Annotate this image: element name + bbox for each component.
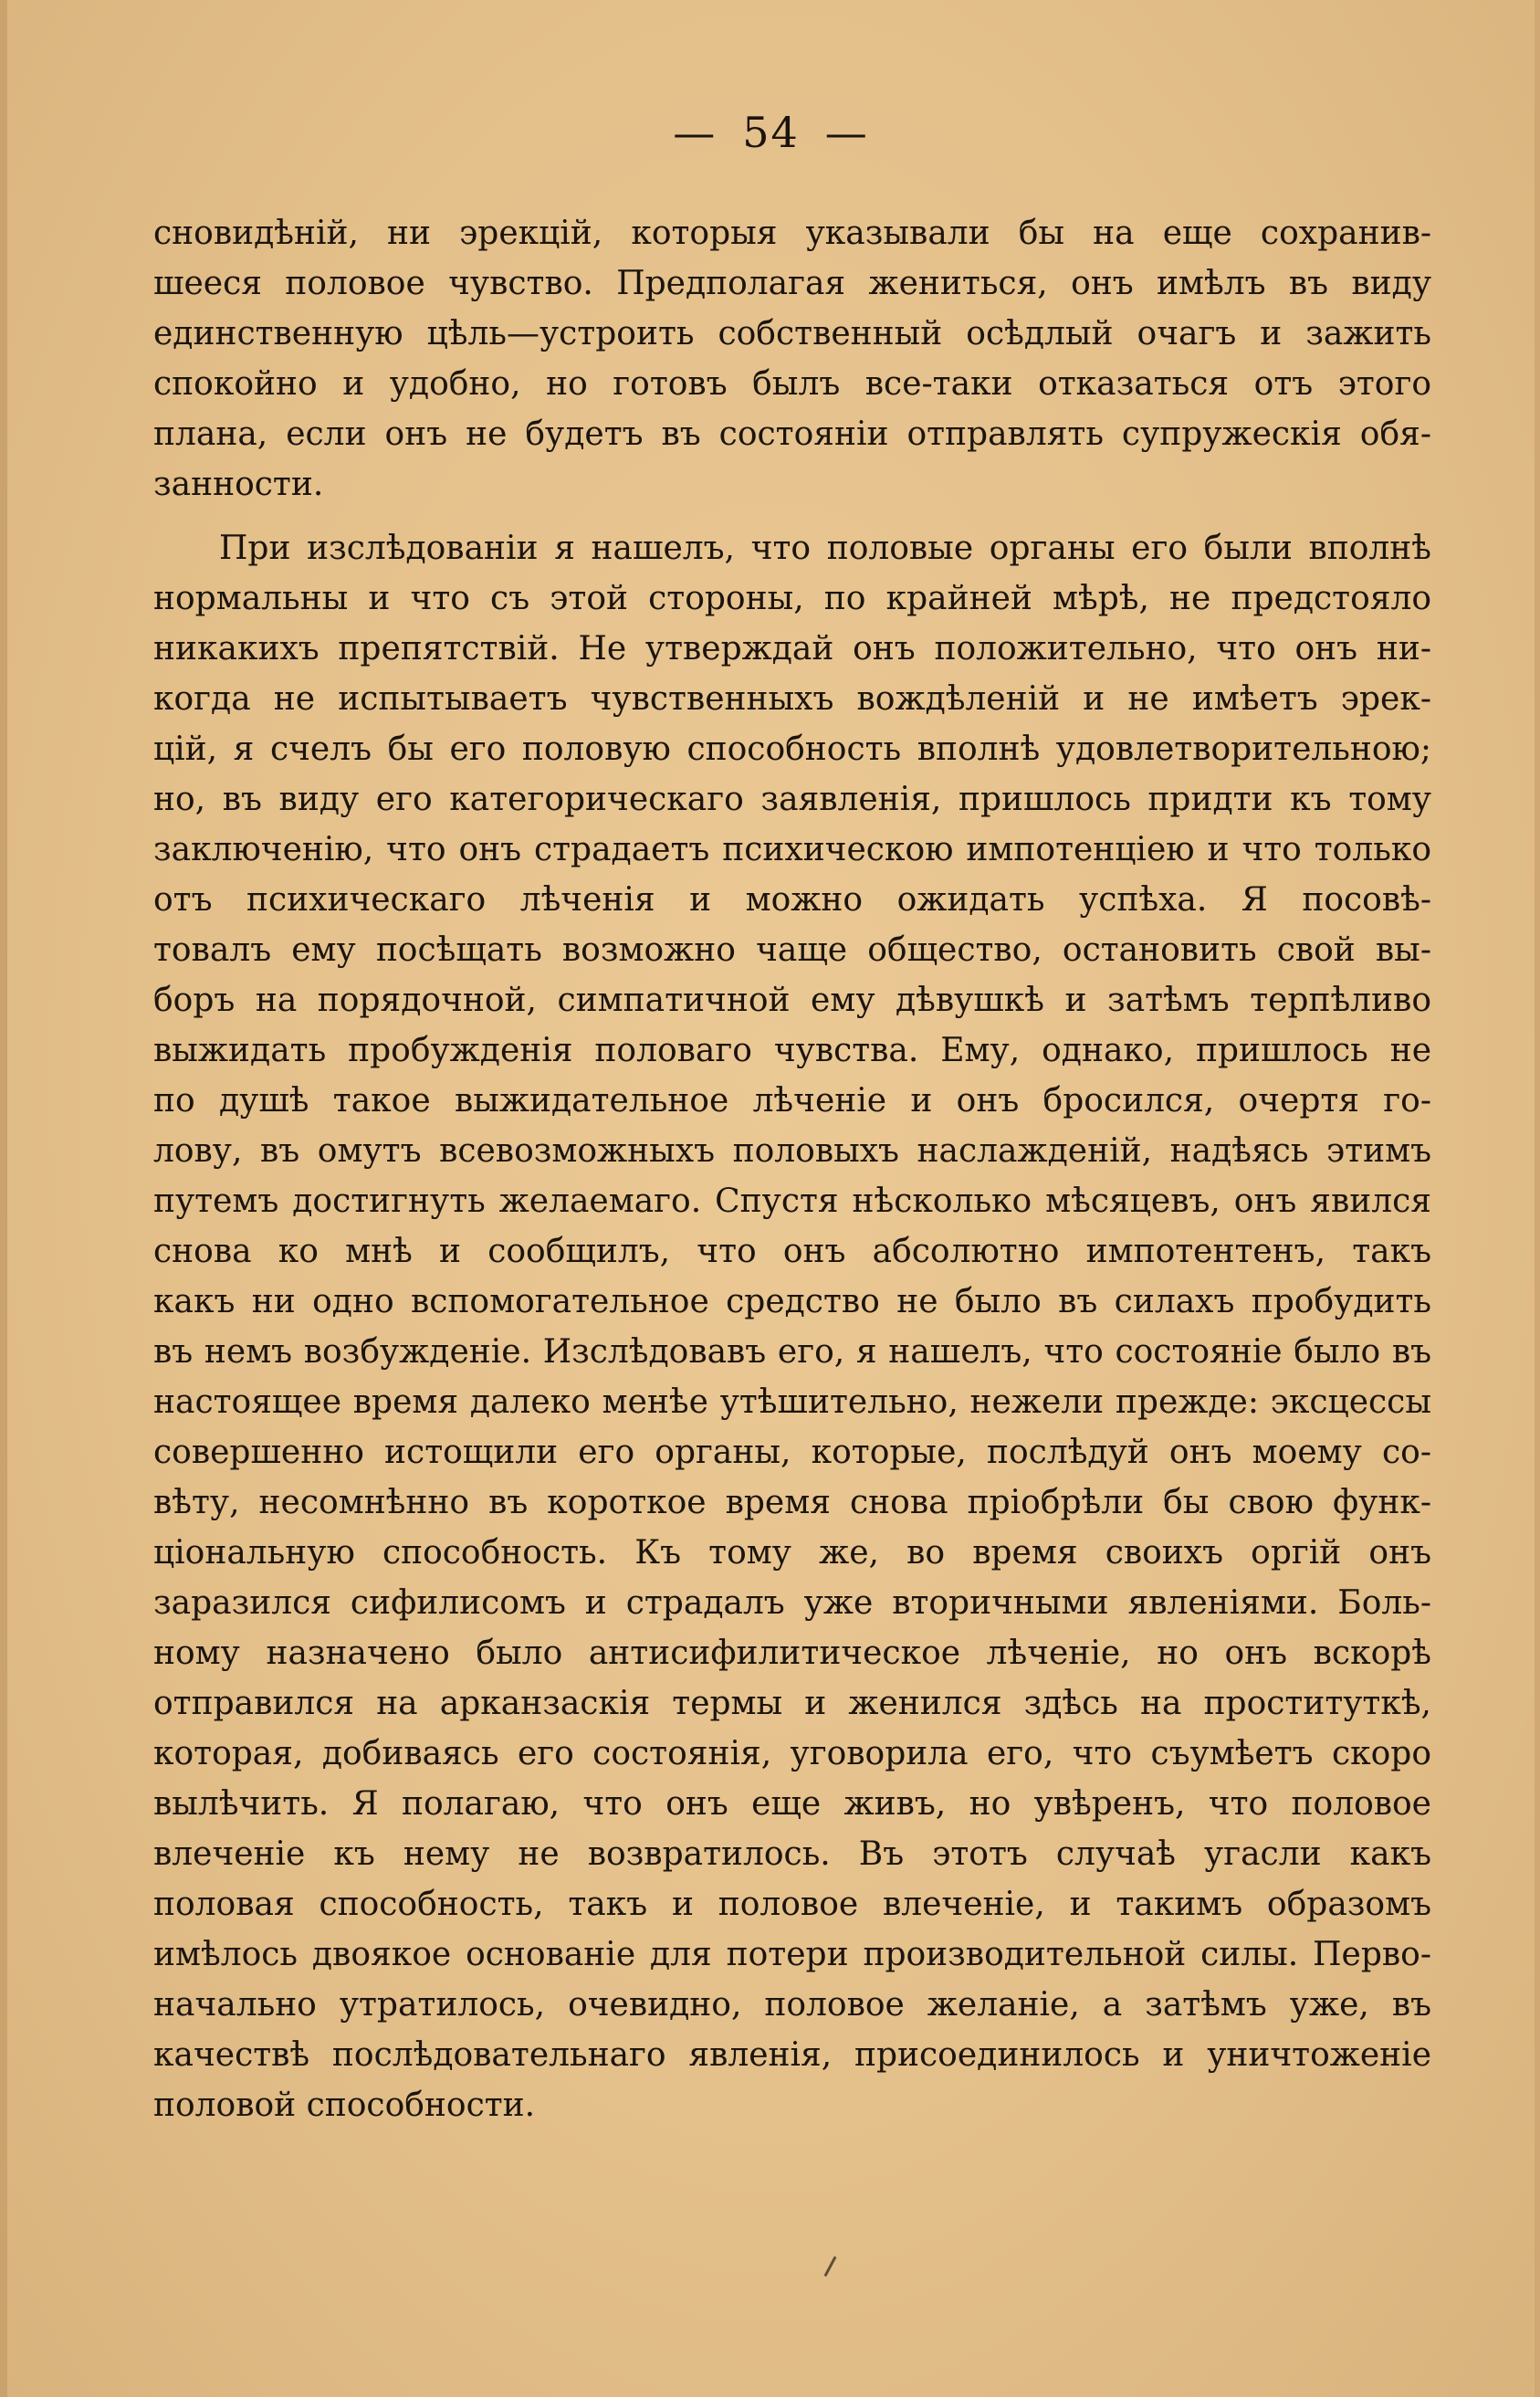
text-line: но, въ виду его категорическаго заявленія, пришлось придти къ тому <box>153 781 1431 818</box>
text-line: товалъ ему посѣщать возможно чаще общество, остановить свой вы- <box>153 931 1431 969</box>
text-line: выжидать пробужденія половаго чувства. Ему, однако, пришлось не <box>153 1032 1431 1069</box>
text-line: когда не испытываетъ чувственныхъ вождѣленій и не имѣетъ эрек- <box>153 680 1431 718</box>
page-number <box>7 108 1535 157</box>
text-line: сновидѣній, ни эрекцій, которыя указывали бы на еще сохранив- <box>153 215 1431 252</box>
text-line: какъ ни одно вспомогательное средство не было въ силахъ пробудить <box>153 1283 1431 1320</box>
page-number-dash-left: — <box>673 108 718 157</box>
text-line: половой способности. <box>153 2087 536 2124</box>
text-line: качествѣ послѣдовательнаго явленія, присоединилось и уничтоженіе <box>153 2036 1431 2074</box>
text-line: вѣту, несомнѣнно въ короткое время снова пріобрѣли бы свою функ- <box>153 1484 1431 1521</box>
text-line: начально утратилось, очевидно, половое желаніе, а затѣмъ уже, въ <box>153 1986 1431 2024</box>
text-line: спокойно и удобно, но готовъ былъ все-таки отказаться отъ этого <box>153 365 1431 403</box>
page-number-value: 54 <box>742 108 800 157</box>
text-line: занности. <box>153 466 324 503</box>
text-line: половая способность, такъ и половое влеченіе, и такимъ образомъ <box>153 1886 1431 1923</box>
text-line: ціональную способность. Къ тому же, во время своихъ оргій онъ <box>153 1534 1431 1572</box>
text-line: При изслѣдованіи я нашелъ, что половые органы его были вполнѣ <box>219 530 1431 567</box>
text-line: цій, я счелъ бы его половую способность вполнѣ удовлетворительною; <box>153 731 1431 768</box>
text-line: боръ на порядочной, симпатичной ему дѣвушкѣ и затѣмъ терпѣливо <box>153 982 1431 1019</box>
text-line: ному назначено было антисифилитическое лѣченіе, но онъ вскорѣ <box>153 1635 1431 1672</box>
text-line: лову, въ омутъ всевозможныхъ половыхъ наслажденій, надѣясь этимъ <box>153 1132 1431 1170</box>
ink-mark <box>824 2256 837 2277</box>
paragraph <box>153 208 1431 510</box>
paragraph <box>153 523 1431 2130</box>
text-line: отправился на арканзаскія термы и женился здѣсь на проституткѣ, <box>153 1685 1431 1722</box>
text-line: шееся половое чувство. Предполагая жениться, онъ имѣлъ въ виду <box>153 265 1431 302</box>
text-line: нормальны и что съ этой стороны, по крайней мѣрѣ, не предстояло <box>153 580 1431 617</box>
text-line: совершенно истощили его органы, которые, послѣдуй онъ моему со- <box>153 1434 1431 1471</box>
text-line: снова ко мнѣ и сообщилъ, что онъ абсолютно импотентенъ, такъ <box>153 1233 1431 1270</box>
text-line: имѣлось двоякое основаніе для потери производительной силы. Перво- <box>153 1936 1431 1973</box>
text-line: въ немъ возбужденіе. Изслѣдовавъ его, я нашелъ, что состояніе было въ <box>153 1333 1431 1371</box>
text-line: настоящее время далеко менѣе утѣшительно, нежели прежде: эксцессы <box>153 1383 1431 1421</box>
text-line: единственную цѣль—устроить собственный осѣдлый очагъ и зажить <box>153 315 1431 352</box>
text-line: вылѣчить. Я полагаю, что онъ еще живъ, но увѣренъ, что половое <box>153 1785 1431 1823</box>
paragraph-gap <box>153 510 1431 523</box>
body-text <box>153 208 1431 2130</box>
text-line: которая, добиваясь его состоянія, уговорила его, что съумѣетъ скоро <box>153 1735 1431 1772</box>
text-line: путемъ достигнуть желаемаго. Спустя нѣсколько мѣсяцевъ, онъ явился <box>153 1183 1431 1220</box>
page-number-dash-right: — <box>824 108 869 157</box>
text-line: заразился сифилисомъ и страдалъ уже вторичными явленіями. Боль- <box>153 1584 1431 1622</box>
text-line: плана, если онъ не будетъ въ состояніи отправлять супружескія обя- <box>153 415 1431 453</box>
text-line: заключенію, что онъ страдаетъ психическою импотенціею и что только <box>153 831 1431 868</box>
text-line: по душѣ такое выжидательное лѣченіе и онъ бросился, очертя го- <box>153 1082 1431 1120</box>
text-line: отъ психическаго лѣченія и можно ожидать успѣха. Я посовѣ- <box>153 881 1431 919</box>
text-line: влеченіе къ нему не возвратилось. Въ этотъ случаѣ угасли какъ <box>153 1835 1431 1873</box>
text-line: никакихъ препятствій. Не утверждай онъ положительно, что онъ ни- <box>153 630 1431 668</box>
